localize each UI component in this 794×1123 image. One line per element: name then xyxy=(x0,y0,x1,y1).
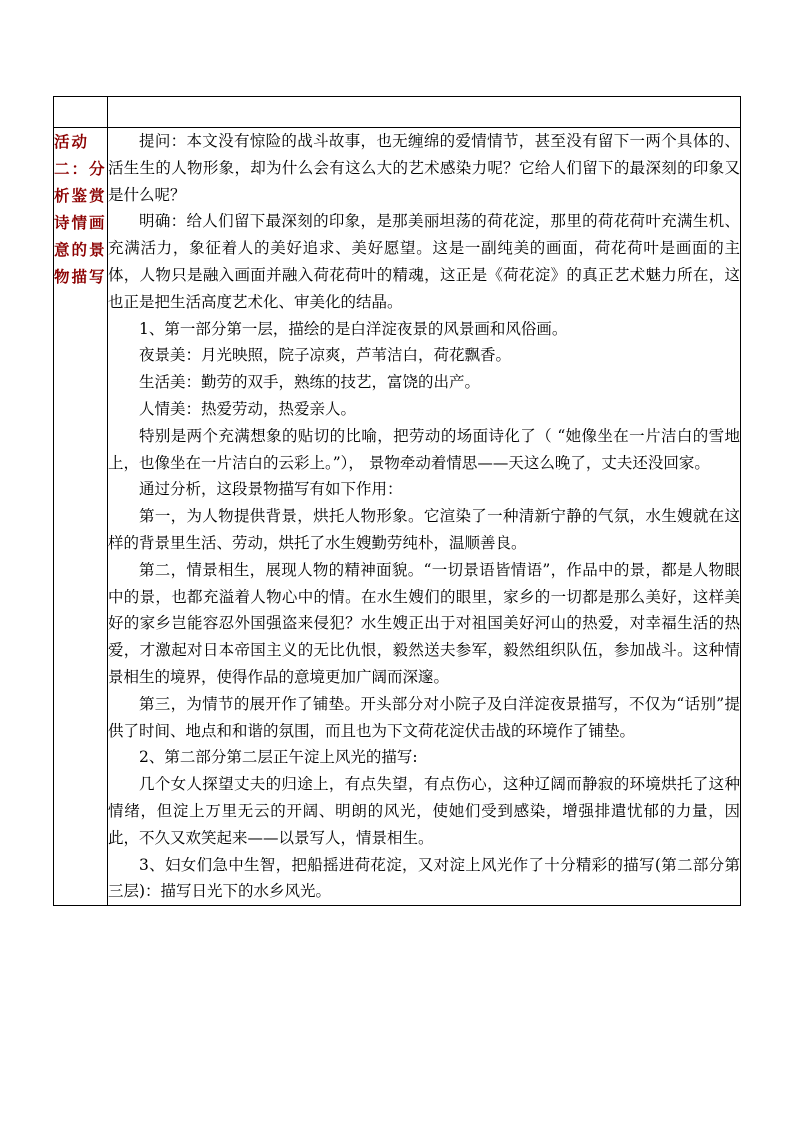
paragraph-function-3: 第三，为情节的展开作了铺垫。开头部分对小院子及白洋淀夜景描写，不仅为“话别”提供了时间、地点和和谐的氛围，而且也为下文荷花淀伏击战的环境作了铺垫。 xyxy=(108,694,740,740)
paragraph-question: 提问：本文没有惊险的战斗故事，也无缠绵的爱情情节，甚至没有留下一两个具体的、活生生的人物形象，却为什么会有这么大的艺术感染力呢？它给人们留下的最深刻的印象又是什么呢？ xyxy=(108,132,740,204)
header-cell-right xyxy=(108,97,741,128)
paragraph-human-beauty: 人情美：热爱劳动，热爱亲人。 xyxy=(139,399,357,418)
activity-row xyxy=(54,128,741,906)
paragraph-part2-body: 几个女人探望丈夫的归途上，有点失望，有点伤心，这种辽阔而静寂的环境烘托了这种情绪，但淀上万里无云的开阔、明朗的风光，使她们受到感染，增强排遣忧郁的力量，因此，不久又欢笑起来——以景写人，情景相生。 xyxy=(108,775,740,847)
paragraph-function-1: 第一，为人物提供背景，烘托人物形象。它渲染了一种清新宁静的气氛，水生嫂就在这样的背景里生活、劳动，烘托了水生嫂勤劳纯朴，温顺善良。 xyxy=(108,507,740,552)
paragraph-part1-heading: 1、第一部分第一层，描绘的是白洋淀夜景的风景画和风俗画。 xyxy=(139,319,568,338)
paragraph-life-beauty: 生活美：勤劳的双手，熟练的技艺，富饶的出产。 xyxy=(139,373,481,392)
paragraph-part2-heading: 2、第二部分第二层正午淀上风光的描写: xyxy=(139,748,418,767)
lesson-table xyxy=(53,96,741,906)
paragraph-metaphor: 特别是两个充满想象的贴切的比喻，把劳动的场面诗化了（ “她像坐在一片洁白的雪地上，也像坐在一片洁白的云彩上。”）， 景物牵动着情思——天这么晚了，丈夫还没回家。 xyxy=(108,426,740,472)
paragraph-answer: 明确：给人们留下最深刻的印象，是那美丽坦荡的荷花淀，那里的荷花荷叶充满生机、充满活力，象征着人的美好追求、美好愿望。这是一副纯美的画面，荷花荷叶是画面的主体，人物只是融入画面并融入荷花荷叶的精魂，这正是《荷花淀》的真正艺术魅力所在，这也正是把生活高度艺术化、审美化的结晶。 xyxy=(108,212,740,311)
activity-label-cell xyxy=(54,128,108,906)
header-cell-left xyxy=(54,97,108,128)
paragraph-analysis-intro: 通过分析，这段景物描写有如下作用： xyxy=(139,480,403,499)
header-row xyxy=(54,97,741,128)
activity-content-cell xyxy=(108,128,741,906)
paragraph-night-beauty: 夜景美：月光映照，院子凉爽，芦苇洁白，荷花飘香。 xyxy=(139,346,512,365)
paragraph-function-2: 第二，情景相生，展现人物的精神面貌。“一切景语皆情语”，作品中的景，都是人物眼中的景，也都充溢着人物心中的情。在水生嫂们的眼里，家乡的一切都是那么美好，这样美好的家乡岂能容忍外国强盗来侵犯？水生嫂正出于对祖国美好河山的热爱，对幸福生活的热爱，才激起对日本帝国主义的无比仇恨，毅然送夫参军，毅然组织队伍，参加战斗。这种情景相生的境界，使得作品的意境更加广阔而深邃。 xyxy=(108,560,740,686)
paragraph-part3: 3、妇女们急中生智，把船摇进荷花淀，又对淀上风光作了十分精彩的描写(第二部分第三层)：描写日光下的水乡风光。 xyxy=(108,855,740,901)
activity-label: 活动二：分析鉴赏诗情画意的景物描写 xyxy=(54,132,107,286)
